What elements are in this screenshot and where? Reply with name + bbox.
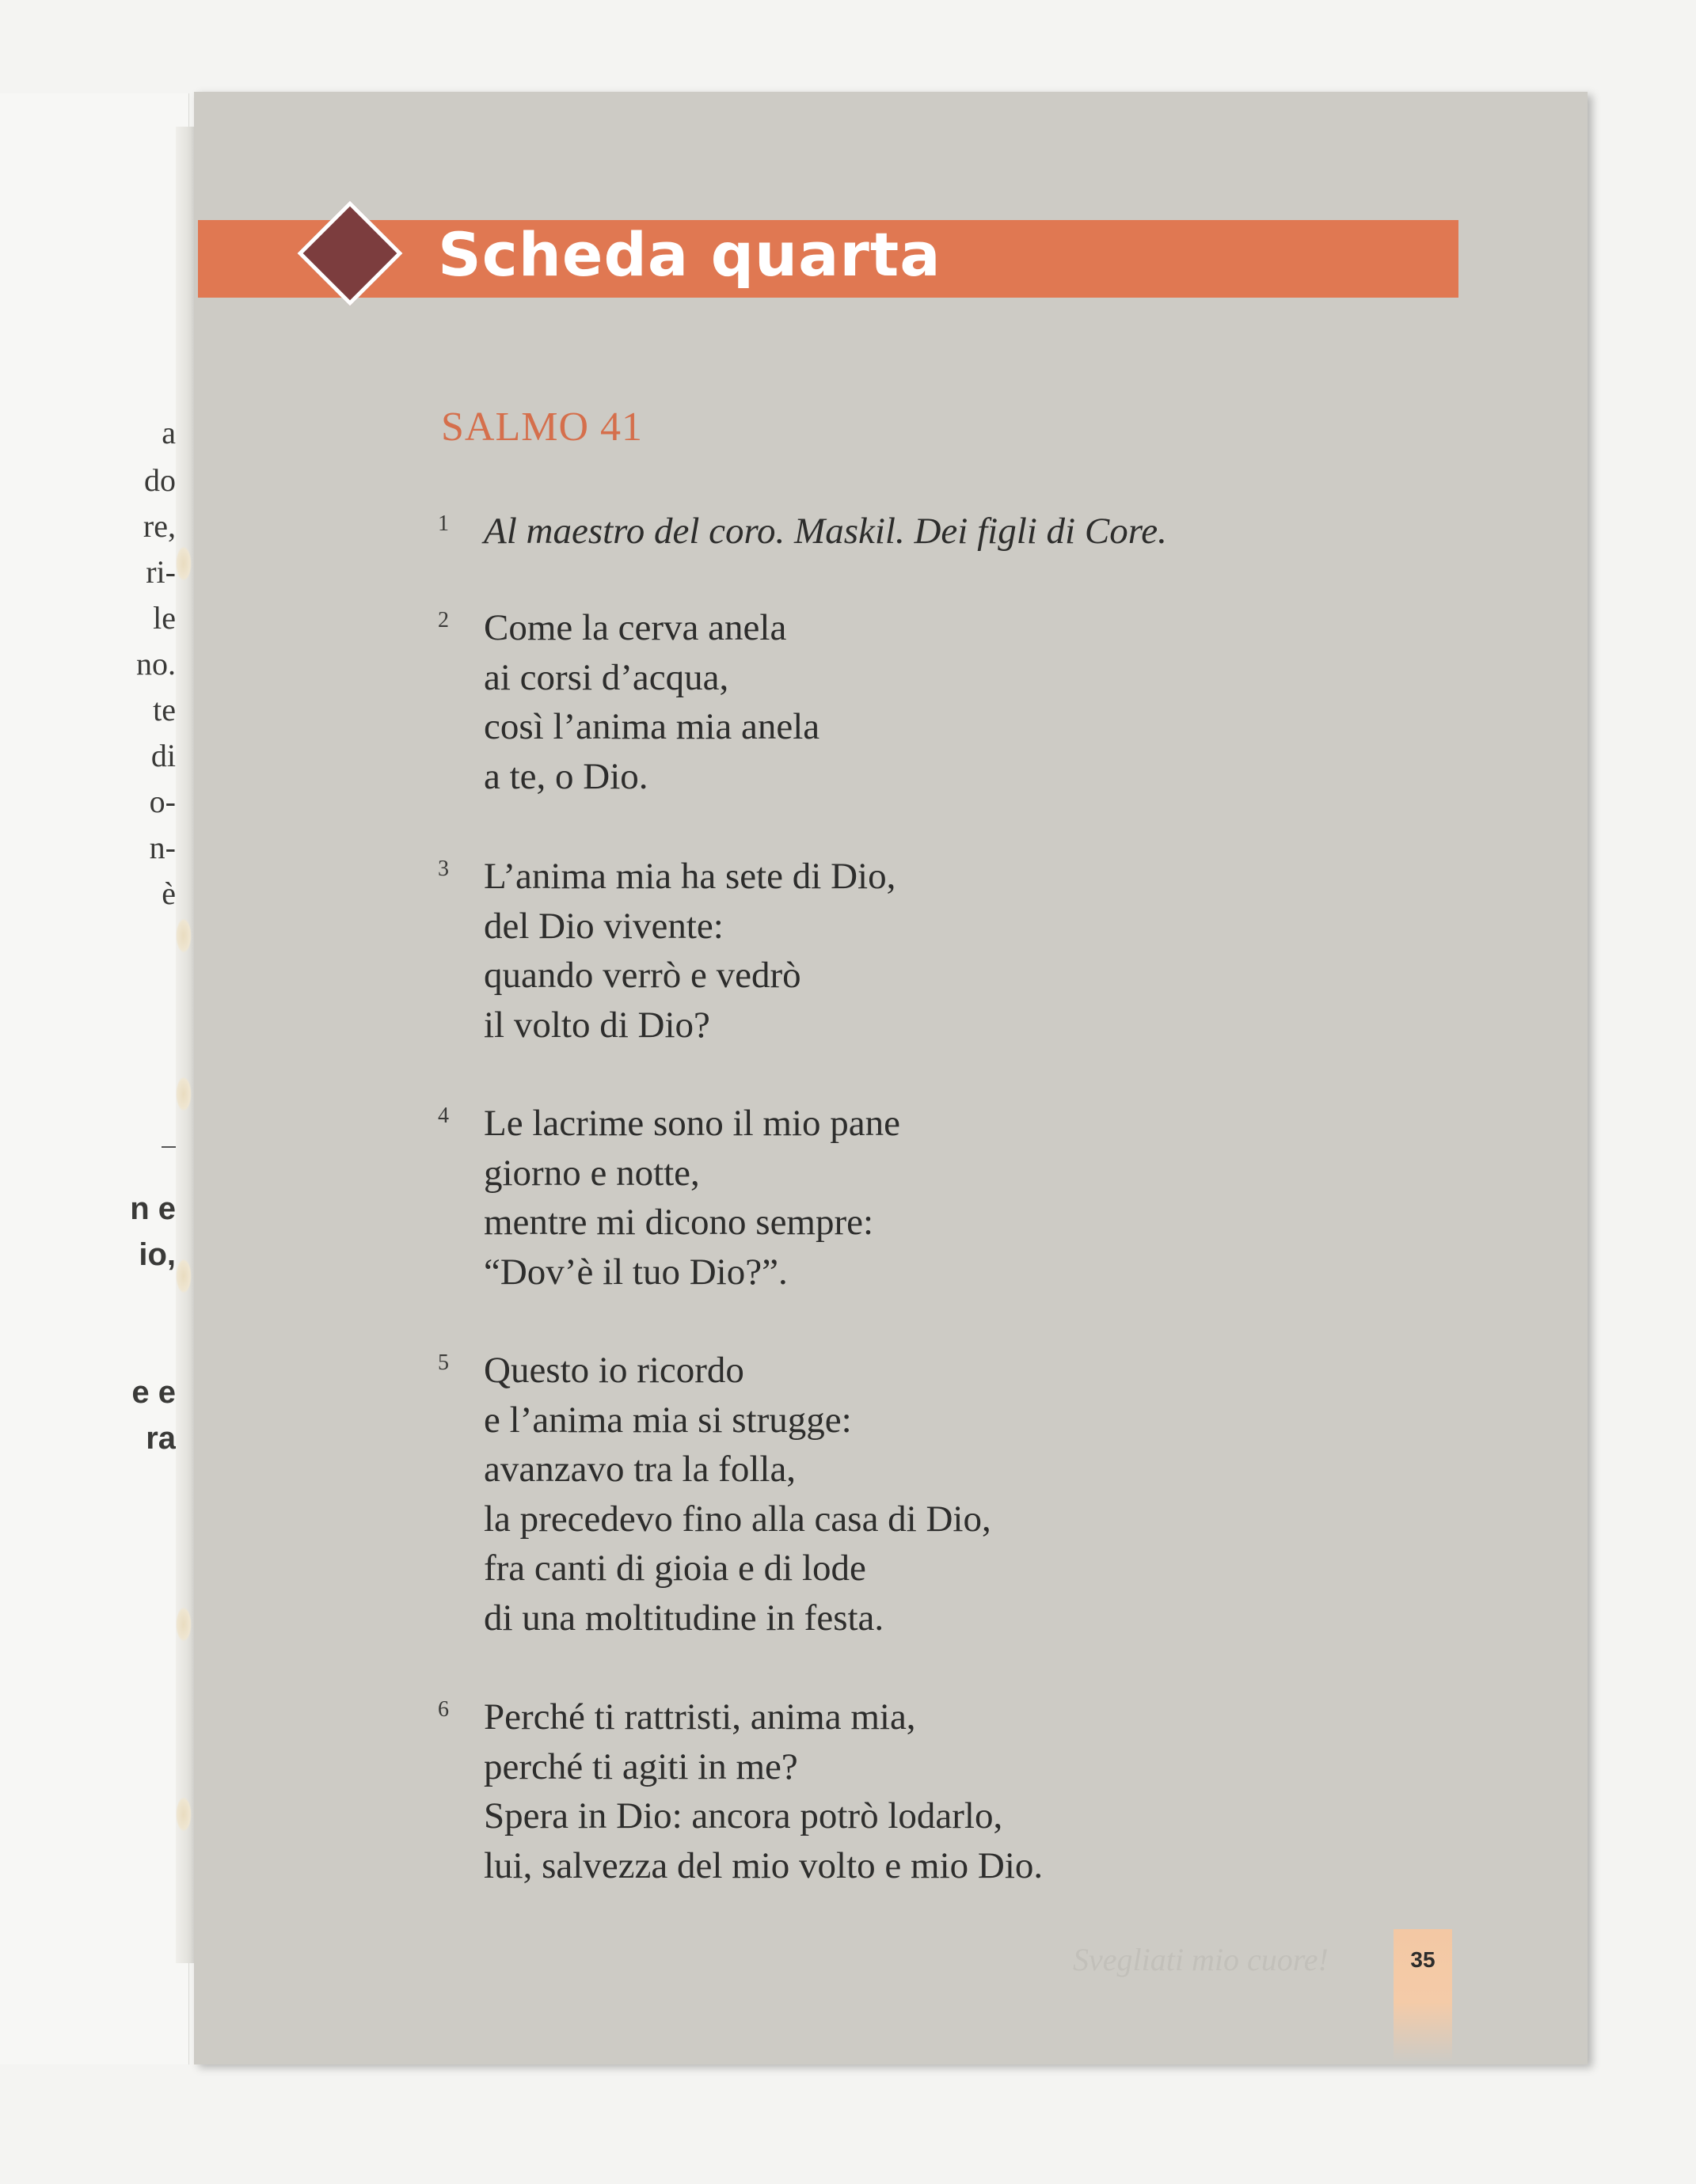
verse-line: Le lacrime sono il mio pane (484, 1103, 900, 1144)
verse-line: e l’anima mia si strugge: (484, 1399, 852, 1441)
left-page-text: no. (136, 646, 176, 682)
left-page-text: è (162, 875, 176, 911)
binding-stitch (176, 1259, 192, 1293)
binding-stitch (176, 1607, 192, 1642)
binding-stitch (176, 1077, 192, 1111)
left-page-bold-text: ra (146, 1421, 176, 1456)
verse-line: il volto di Dio? (484, 1004, 710, 1046)
left-page-text: ri- (146, 554, 176, 590)
verse-line: Spera in Dio: ancora potrò lodarlo, (484, 1795, 1003, 1836)
verse-4 (438, 1099, 1428, 1297)
book-title-footer: Svegliati mio cuore! (1073, 1942, 1329, 1977)
verse-line: del Dio vivente: (484, 905, 724, 947)
verse-line: fra canti di gioia e di lode (484, 1548, 866, 1589)
verse-3 (438, 852, 1428, 1050)
left-page (0, 93, 189, 2064)
verse-number: 3 (438, 857, 449, 881)
left-page-text: n- (149, 830, 176, 865)
verse-number: 4 (438, 1103, 449, 1128)
binding-stitch (176, 1797, 192, 1832)
verse-line: quando verrò e vedrò (484, 955, 801, 996)
verse-line: Perché ti rattristi, anima mia, (484, 1696, 916, 1738)
verse-line: di una moltitudine in festa. (484, 1597, 884, 1639)
left-page-text: o- (149, 784, 176, 819)
verse-2 (438, 603, 1428, 801)
verse-1 (438, 507, 1428, 556)
section-title: Scheda quarta (438, 219, 941, 290)
verse-line: perché ti agiti in me? (484, 1745, 798, 1787)
left-page-bold-text: e e (131, 1375, 176, 1410)
left-page-text: te (153, 692, 176, 727)
left-page-text: di (150, 738, 176, 773)
verse-line: la precedevo fino alla casa di Dio, (484, 1498, 991, 1540)
verse-line: a te, o Dio. (484, 755, 648, 797)
verse-line: così l’anima mia anela (484, 706, 820, 747)
binding-stitch (176, 918, 192, 953)
verse-line: Come la cerva anela (484, 607, 787, 648)
left-page-bold-text: io, (139, 1237, 176, 1272)
verse-number: 1 (438, 511, 449, 536)
verse-number: 2 (438, 608, 449, 632)
verse-5 (438, 1346, 1428, 1643)
verse-line: “Dov’è il tuo Dio?”. (484, 1251, 788, 1293)
booklet-binding (176, 127, 195, 1963)
verse-line: avanzavo tra la folla, (484, 1449, 797, 1490)
verse-number: 6 (438, 1697, 449, 1722)
binding-stitch (176, 546, 192, 581)
left-page-bold-text: n e (130, 1191, 176, 1226)
left-page-text: a (162, 415, 176, 450)
left-page-text: re, (143, 508, 176, 544)
verse-6 (438, 1692, 1428, 1890)
verse-line: Questo io ricordo (484, 1350, 744, 1391)
verse-line: lui, salvezza del mio volto e mio Dio. (484, 1844, 1044, 1886)
verse-number: 5 (438, 1350, 449, 1375)
verse-line: L’anima mia ha sete di Dio, (484, 856, 896, 897)
page-number: 35 (1410, 1947, 1436, 1972)
verse-line: Al maestro del coro. Maskil. Dei figli di Core. (484, 511, 1167, 552)
verse-line: mentre mi dicono sempre: (484, 1202, 874, 1243)
verse-line: ai corsi d’acqua, (484, 656, 729, 698)
psalm-heading: SALMO 41 (441, 405, 644, 450)
left-page-text: le (153, 600, 176, 636)
left-page-text: do (144, 462, 176, 498)
verse-line: giorno e notte, (484, 1152, 700, 1194)
